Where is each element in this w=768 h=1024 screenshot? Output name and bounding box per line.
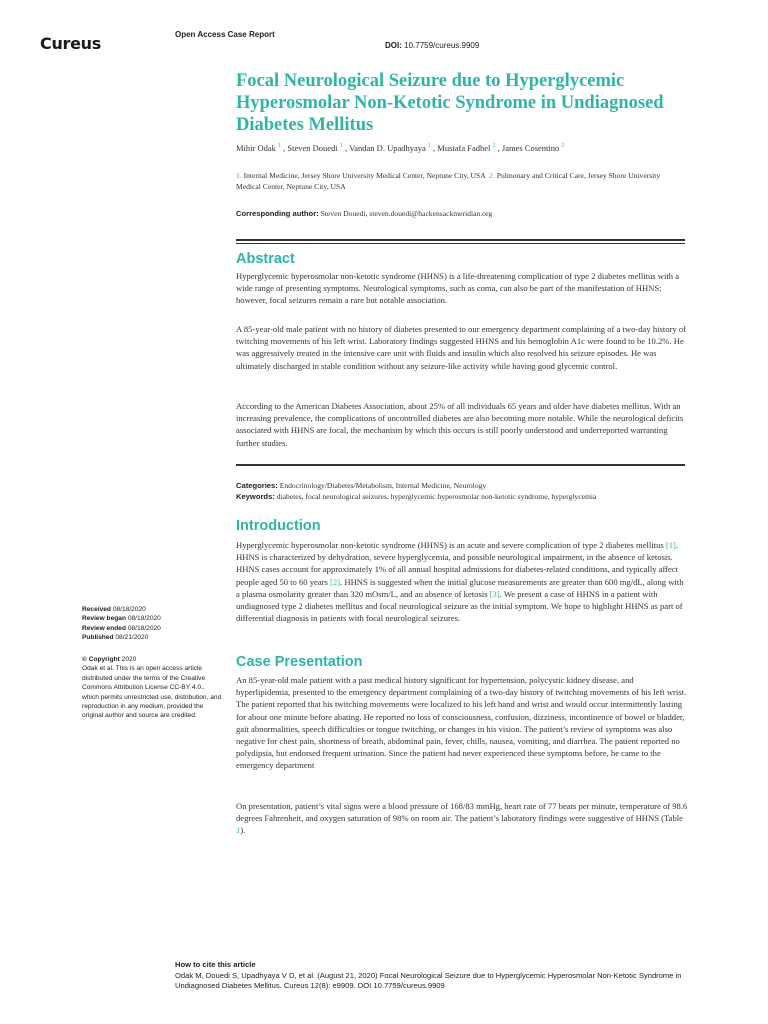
date-row xyxy=(82,605,222,614)
author-affiliation-marker: 2 xyxy=(492,143,496,150)
how-to-cite-text: Odak M, Douedi S, Upadhyaya V D, et al. (August 21, 2020) Focal Neurological Seizure due to Hyperglycemic Hyperosmolar Non-Ketotic Syndrome in Undiagnosed Diabetes Mellitus. Cureus 12(8): e9909. DOI 10.7759/cureus.9909 xyxy=(175,970,682,990)
copyright-label: © Copyright xyxy=(82,656,120,663)
author-name[interactable]: Steven Douedi xyxy=(287,143,338,153)
author-name[interactable]: Vandan D. Upadhyaya xyxy=(349,143,426,153)
date-row xyxy=(82,633,222,642)
date-label: Received xyxy=(82,606,111,613)
author-name[interactable]: James Cosentino xyxy=(501,143,560,153)
introduction-heading: Introduction xyxy=(236,518,321,534)
document-type: Open Access Case Report xyxy=(175,30,275,39)
case-paragraph xyxy=(236,800,688,837)
date-row xyxy=(82,624,222,633)
case-presentation-heading: Case Presentation xyxy=(236,654,363,670)
date-value: 08/18/2020 xyxy=(127,615,161,623)
copyright-year: 2020 xyxy=(121,656,137,663)
abstract-paragraph: According to the American Diabetes Association, about 25% of all individuals 65 years and older have diabetes mellitus. With an increasing prevalence, the complications of uncontrolled diabetes are also becoming more notable. While the neurological deficits associated with HHNS are focal, the mechanism by which this occurs is still poorly understood and underreported warranting further studies. xyxy=(236,401,684,448)
copyright-row xyxy=(82,655,222,664)
affiliation-text: Internal Medicine, Jersey Shore University Medical Center, Neptune City, USA xyxy=(243,171,486,180)
date-value: 08/18/2020 xyxy=(112,606,146,613)
corresponding-author-label: Corresponding author: xyxy=(236,209,319,218)
article-title: Focal Neurological Seizure due to Hyperglycemic Hyperosmolar Non-Ketotic Syndrome in Undiagnosed Diabetes Mellitus xyxy=(236,71,664,135)
author-affiliation-marker: 1 xyxy=(278,143,282,150)
affiliation-number: 1. xyxy=(236,171,242,180)
date-row xyxy=(82,614,222,623)
citation-link[interactable]: [3] xyxy=(489,588,500,599)
categories xyxy=(236,481,688,492)
keywords xyxy=(236,492,688,503)
cureus-logo: Cureus xyxy=(40,34,101,53)
section-divider xyxy=(236,464,685,466)
affiliation-text: Pulmonary and Critical Care, Jersey Shore University Medical Center, Neptune City, USA xyxy=(236,171,661,191)
introduction-text: . We present a case of HHNS in a patient with undiagnosed type 2 diabetes mellitus and focal neurological seizure as the initial symptom. We hope to highlight HHNS as part of differential diagnosis in patients with focal neurological seizures. xyxy=(236,588,683,624)
how-to-cite-heading: How to cite this article xyxy=(175,960,256,969)
affiliations xyxy=(236,170,686,192)
date-value: 08/18/2020 xyxy=(127,624,161,632)
introduction-paragraph xyxy=(236,539,688,624)
case-paragraph: An 85-year-old male patient with a past medical history significant for hypertension, polycystic kidney disease, and hyperlipidemia, presented to the emergency department complaining of a two-day history of twitching movements of his left wrist. The patient reported that his twitching movements were localized to his left hand and wrist and would occur intermittently lasting for about one minute before abating. He reported no loss of consciousness, confusion, dizziness, incontinence of bowel or bladder, gait abnormalities, speech difficulties or tongue twitching, or changes in his vision. The patient’s review of symptoms was also negative for chest pain, shortness of breath, abdominal pain, fever, chills, nausea, vomiting, and diarrhea. The patient reported no polydipsia, but endorsed frequent urination. Since the patient had never experienced these symptoms before, he came to the emergency department xyxy=(236,675,687,771)
author-affiliation-marker: 2 xyxy=(561,143,565,150)
author-affiliation-marker: 1 xyxy=(427,143,431,150)
doi xyxy=(385,41,479,50)
author-list: Mihir Odak $^1$ , Steven Douedi $^1$ , Vandan D. Upadhyaya $^1$ , Mustafa Fadhel $^2$ , James Cosentino $^2$ xyxy=(236,143,565,153)
copyright-block xyxy=(82,655,222,721)
case-text: On presentation, patient’s vital signs were a blood pressure of 168/83 mmHg, heart rate of 77 beats per minute, temperature of 98.6 degrees Fahrenheit, and oxygen saturation of 98% on room air. The patient’s laboratory findings were suggestive of HHNS (Table xyxy=(236,801,688,824)
table-reference-link[interactable]: 1 xyxy=(236,825,241,836)
introduction-text: . HHNS is characterized by dehydration, severe hyperglycemia, and possible neurological impairment, in the absence of ketosis. HHNS cases account for approximately 1% of all annual hospital admissions for diabetes-related conditions, and typically affect people aged 50 to 60 years xyxy=(236,540,679,587)
citation-link[interactable]: [1] xyxy=(665,540,676,550)
author-name[interactable]: Mihir Odak xyxy=(236,143,276,153)
date-label: Review ended xyxy=(82,624,126,632)
author-affiliation-marker: 1 xyxy=(339,143,343,150)
license-text: Odak et al. This is an open access article distributed under the terms of the Creative Commons Attribution License CC-BY 4.0., which permits unrestricted use, distribution, and reproduction in any medium, provided the original author and source are credited. xyxy=(82,665,222,720)
abstract-paragraph: A 85-year-old male patient with no history of diabetes presented to our emergency department complaining of a two-day history of twitching movements of his left wrist. Laboratory findings suggested HHNS and his hemoglobin A1c were found to be 10.2%. He was aggressively treated in the intensive care unit with fluids and insulin which also resolved his seizure episodes. He was ultimately discharged in stable condition without any seizure-like activity while having good glycemic control. xyxy=(236,324,686,371)
case-text: ). xyxy=(240,825,246,836)
abstract-paragraph: Hyperglycemic hyperosmolar non-ketotic syndrome (HHNS) is a life-threatening complication of type 2 diabetes mellitus with a wide range of presenting symptoms. Neurological symptoms, such as coma, can also be part of the manifestation of HHNS; however, focal seizures remain a rare but notable association. xyxy=(236,271,680,306)
date-value: 08/21/2020 xyxy=(115,634,149,642)
introduction-text: . HHNS is suggested when the initial glucose measurements are greater than 600 mg/dL, along with a plasma osmolarity greater than 320 mOsm/L, and an absence of ketosis xyxy=(236,576,684,599)
doi-label: DOI: xyxy=(385,41,402,50)
section-divider xyxy=(236,239,685,244)
affiliation-number: 2. xyxy=(489,171,495,180)
citation-link[interactable]: [2] xyxy=(330,576,341,587)
date-label: Published xyxy=(82,634,114,642)
date-label: Review began xyxy=(82,615,126,623)
introduction-text: Hyperglycemic hyperosmolar non-ketotic syndrome (HHNS) is an acute and severe complication of type 2 diabetes mellitus xyxy=(236,540,666,550)
author-name[interactable]: Mustafa Fadhel xyxy=(437,143,491,153)
publication-dates xyxy=(82,605,222,643)
keywords-label: Keywords: xyxy=(236,492,275,501)
doi-link[interactable]: 10.7759/cureus.9909 xyxy=(404,41,480,50)
abstract-heading: Abstract xyxy=(236,251,295,267)
keywords-list: diabetes, focal neurological seizures, hyperglycemic hyperosmolar non-ketotic syndrome, hyperglycemia xyxy=(276,492,597,501)
corresponding-author xyxy=(236,209,686,218)
categories-label: Categories: xyxy=(236,481,278,490)
categories-list[interactable]: Endocrinology/Diabetes/Metabolism, Internal Medicine, Neurology xyxy=(279,481,487,490)
how-to-cite xyxy=(175,960,715,992)
corresponding-author-contact[interactable]: Steven Douedi, steven.douedi@hackensackmeridian.org xyxy=(320,209,493,218)
